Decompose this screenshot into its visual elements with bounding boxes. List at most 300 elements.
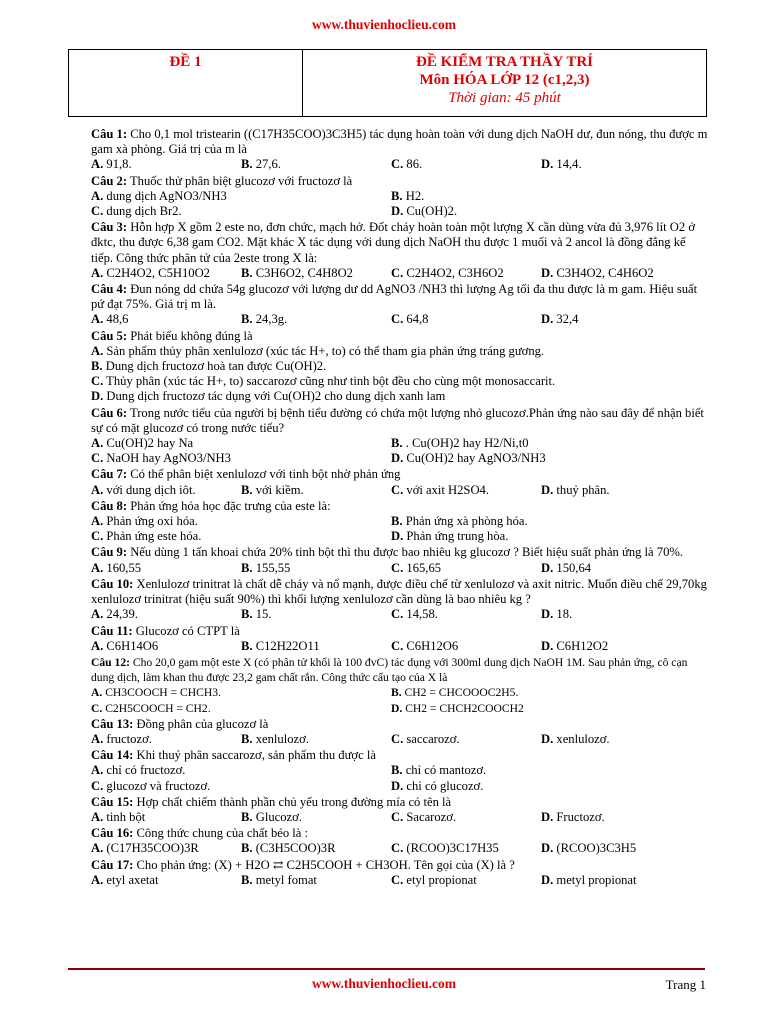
option-key: C. [391,312,404,327]
answer-option [91,685,391,700]
question-label: Câu 14: [91,748,134,763]
option-key: C. [91,204,104,219]
answer-option [91,701,391,716]
answer-option [91,344,709,359]
question-text [91,406,709,436]
question-body: Trong nước tiểu của người bị bệnh tiểu đường có chứa một lượng nhỏ glucozơ.Phản ứng nào sau đây để nhận biết sự có mặt glucozơ có trong nước tiểu? [91,405,704,435]
option-key: D. [391,778,404,793]
question-text [91,329,709,344]
question-text [91,545,709,560]
question-text [91,858,709,873]
option-key: C. [391,560,404,575]
option-key: D. [391,529,404,544]
option-key: B. [391,514,403,529]
option-text: (C3H5COO)3R [255,841,336,856]
answer-option [391,451,691,466]
answer-option [91,359,709,374]
question-body: Cho phản ứng: (X) + H2O ⇄ C2H5COOH + CH3OH. Tên gọi của (X) là ? [136,857,515,872]
option-text: CH2 = CHCH2COOCH2 [405,701,524,715]
option-text: Dung dịch fructozơ tác dụng với Cu(OH)2 cho dung dịch xanh lam [106,389,446,404]
options-row [91,732,709,747]
question-2 [91,174,709,220]
option-key: D. [391,204,404,219]
answer-option [391,266,541,281]
footer-divider [68,968,705,970]
question-5 [91,329,709,405]
question-14 [91,748,709,794]
question-label: Câu 11: [91,623,133,638]
option-text: C3H6O2, C4H8O2 [255,265,353,280]
answer-option [391,561,541,576]
options-row [91,639,709,654]
option-key: A. [91,638,104,653]
options-row [91,451,709,466]
answer-option [541,810,691,825]
option-key: C. [391,638,404,653]
option-text: etyl propionat [406,872,477,887]
answer-option [541,639,691,654]
answer-option [91,204,391,219]
answer-option [241,873,391,888]
options-row [91,873,709,888]
option-text: Cu(OH)2 hay Na [106,436,194,451]
option-text: fructozơ. [106,731,152,746]
answer-option [91,374,709,389]
option-key: C. [391,157,404,172]
options-row [91,514,709,529]
answer-option [241,266,391,281]
site-url-top[interactable]: www.thuvienhoclieu.com [311,17,456,32]
option-key: A. [91,157,104,172]
option-text: tinh bột [106,809,146,824]
option-key: B. [241,265,253,280]
option-key: C. [91,701,103,715]
option-key: D. [541,872,554,887]
question-label: Câu 7: [91,467,128,482]
option-text: Sacarozơ. [406,809,457,824]
question-15 [91,795,709,825]
options-row [91,266,709,281]
question-11 [91,624,709,654]
question-3 [91,220,709,281]
answer-option [91,389,709,404]
question-text [91,220,709,266]
options-row [91,607,709,622]
question-8 [91,499,709,545]
option-text: Phản ứng trung hòa. [406,529,509,544]
option-text: C6H12O6 [406,638,459,653]
option-key: D. [541,312,554,327]
answer-option [91,732,241,747]
answer-option [91,266,241,281]
question-text [91,127,709,157]
option-key: A. [91,686,103,700]
answer-option [391,841,541,856]
option-text: metyl fomat [255,872,317,887]
option-text: Phản ứng este hóa. [106,529,202,544]
option-key: B. [391,686,402,700]
option-key: D. [541,731,554,746]
option-text: 91,8. [106,157,132,172]
answer-option [241,639,391,654]
site-url-bottom[interactable]: www.thuvienhoclieu.com [311,976,456,991]
option-text: (RCOO)3C3H5 [556,841,637,856]
question-7 [91,467,709,497]
question-text [91,826,709,841]
question-text [91,577,709,607]
option-text: Dung dịch fructozơ hoà tan được Cu(OH)2. [105,359,327,374]
option-text: 150,64 [556,560,592,575]
option-text: 86. [406,157,423,172]
option-text: Thủy phân (xúc tác H+, to) saccarozơ cũng như tinh bột đều cho cùng một monosaccarit. [106,374,556,389]
options-row [91,841,709,856]
option-text: C3H4O2, C4H6O2 [556,265,654,280]
options-row [91,157,709,172]
answer-option [391,204,691,219]
option-text: 160,55 [106,560,142,575]
option-text: C12H22O11 [255,638,320,653]
options-row [91,763,709,778]
option-text: Glucozơ. [255,809,302,824]
question-list [91,127,709,889]
options-row [91,810,709,825]
option-text: 18. [556,607,573,622]
answer-option [391,607,541,622]
question-label: Câu 16: [91,826,134,841]
answer-option [391,436,691,451]
answer-option [91,607,241,622]
option-text: chỉ có mantozơ. [405,763,487,778]
answer-option [241,732,391,747]
question-label: Câu 17: [91,857,134,872]
option-text: thuỷ phân. [556,482,610,497]
option-key: D. [541,265,554,280]
answer-option [541,873,691,888]
option-key: C. [391,482,404,497]
answer-option [91,189,391,204]
option-text: CH2 = CHCOOOC2H5. [404,686,519,700]
option-key: C. [91,778,104,793]
answer-option [391,779,691,794]
option-key: B. [241,157,253,172]
question-16 [91,826,709,856]
answer-option [241,810,391,825]
option-text: metyl propionat [556,872,637,887]
question-label: Câu 1: [91,127,128,141]
answer-option [91,873,241,888]
option-key: D. [391,701,403,715]
question-text [91,499,709,514]
option-text: glucozơ và fructozơ. [106,778,211,793]
answer-option [391,514,691,529]
option-text: chỉ có glucozơ. [406,778,484,793]
option-key: A. [91,312,104,327]
option-text: NaOH hay AgNO3/NH3 [106,451,231,466]
question-text [91,174,709,189]
option-key: D. [541,841,554,856]
answer-option [91,451,391,466]
options-row [91,701,709,716]
question-1 [91,127,709,173]
options-row [91,189,709,204]
answer-option [91,436,391,451]
question-label: Câu 10: [91,576,134,591]
answer-option [241,607,391,622]
option-key: A. [91,809,104,824]
options-row [91,685,709,700]
answer-option [391,810,541,825]
answer-option [391,701,691,716]
option-text: chỉ có fructozơ. [106,763,186,778]
option-key: C. [91,451,104,466]
question-label: Câu 2: [91,173,128,188]
option-key: C. [391,809,404,824]
answer-option [91,763,391,778]
answer-option [391,529,691,544]
option-key: D. [541,638,554,653]
question-body: Có thể phân biệt xenlulozơ với tinh bột nhờ phản ứng [130,467,401,482]
option-key: B. [241,731,253,746]
option-text: 165,65 [406,560,442,575]
option-key: B. [391,188,403,203]
option-text: . Cu(OH)2 hay H2/Ni,t0 [405,436,529,451]
question-body: Khi thuỷ phân saccarozơ, sản phẩm thu được là [136,748,376,763]
question-body: Đồng phân của glucozơ là [136,716,269,731]
answer-option [541,561,691,576]
option-key: B. [241,312,253,327]
exam-subject: Môn HÓA LỚP 12 (c1,2,3) [419,72,590,88]
option-text: 32,4 [556,312,579,327]
answer-option [391,732,541,747]
option-text: dung dịch AgNO3/NH3 [106,188,227,203]
option-key: A. [91,265,104,280]
option-key: A. [91,560,104,575]
option-text: C2H4O2, C5H10O2 [106,265,210,280]
option-key: C. [391,265,404,280]
option-key: C. [91,374,104,389]
option-text: với axit H2SO4. [406,482,489,497]
option-key: B. [241,607,253,622]
exam-header [68,49,707,117]
option-text: Cu(OH)2 hay AgNO3/NH3 [406,451,546,466]
answer-option [391,483,541,498]
option-key: B. [91,359,103,374]
option-key: B. [241,841,253,856]
question-label: Câu 9: [91,545,128,560]
answer-option [541,732,691,747]
answer-option [391,685,691,700]
option-text: C2H4O2, C3H6O2 [406,265,504,280]
question-label: Câu 4: [91,282,128,297]
answer-option [241,561,391,576]
option-text: Phản ứng xà phòng hóa. [405,514,528,529]
question-text [91,655,709,685]
option-text: etyl axetat [106,872,159,887]
option-key: D. [541,482,554,497]
options-row [91,779,709,794]
option-text: 24,3g. [255,312,288,327]
option-text: dung dịch Br2. [106,204,182,219]
option-key: A. [91,482,104,497]
options-row [91,561,709,576]
question-label: Câu 6: [91,405,128,420]
option-key: C. [391,872,404,887]
question-text [91,282,709,312]
answer-option [241,841,391,856]
answer-option [91,810,241,825]
question-text [91,748,709,763]
question-label: Câu 12: [91,655,130,669]
question-body: Cho 20,0 gam một este X (có phân tử khối là 100 đvC) tác dụng với 300ml dung dịch NaOH 1M. Sau phản ứng, cô cạn dung dịch, làm khan thu được 23,2 gam chất rắn. Công thức cấu tạo của X là [91,655,688,685]
option-key: A. [91,514,104,529]
answer-option [241,312,391,327]
option-text: xenlulozơ. [255,731,309,746]
question-label: Câu 3: [91,220,128,235]
option-text: H2. [405,188,425,203]
option-key: D. [541,560,554,575]
question-body: Glucozơ có CTPT là [135,623,240,638]
question-body: Thuốc thử phân biệt glucozơ với fructozơ là [129,173,353,188]
option-key: D. [541,607,554,622]
option-key: B. [241,482,253,497]
question-body: Xenlulozơ trinitrat là chất dễ cháy và nổ mạnh, được điều chế từ xenlulozơ và axit nitric. Muốn điều chế 29,70kg xenlulozơ trinitrat (hiệu suất 90%) thì khối lượng xenlulozơ cần dùng là bao nhiêu kg ? [91,576,707,607]
option-text: CH3COOCH = CHCH3. [105,686,221,700]
option-key: A. [91,872,104,887]
option-text: 155,55 [255,560,291,575]
option-text: 24,39. [106,607,138,622]
answer-option [241,483,391,498]
question-body: Cho 0,1 mol tristearin ((C17H35COO)3C3H5) tác dụng hoàn toàn với dung dịch NaOH dư, đun nóng, thu được m gam xà phòng. Giá trị của m là [91,127,708,157]
question-4 [91,282,709,328]
option-text: C6H12O2 [556,638,609,653]
answer-option [391,312,541,327]
option-key: B. [241,872,253,887]
answer-option [91,841,241,856]
options-row [91,436,709,451]
option-key: B. [391,436,403,451]
question-body: Đun nóng dd chứa 54g glucozơ với lượng dư dd AgNO3 /NH3 thì lượng Ag tối đa thu được là m gam. Hiệu suất pứ đạt 75%. Giá trị m là. [91,282,698,312]
exam-title: ĐỀ KIỂM TRA THẦY TRÍ [416,54,593,70]
answer-option [91,514,391,529]
question-text [91,717,709,732]
option-text: xenlulozơ. [556,731,610,746]
option-text: với dung dịch iôt. [106,482,196,497]
header-right-cell [303,50,706,116]
options-row [91,483,709,498]
answer-option [391,157,541,172]
question-text [91,624,709,639]
answer-option [391,189,691,204]
question-13 [91,717,709,747]
option-key: B. [391,763,403,778]
option-text: Fructozơ. [556,809,605,824]
option-text: C2H5COOCH = CH2. [105,701,211,715]
answer-option [391,639,541,654]
option-text: (RCOO)3C17H35 [406,841,499,856]
exam-number: ĐỀ 1 [169,54,202,70]
options-row [91,529,709,544]
option-key: D. [91,389,104,404]
question-label: Câu 15: [91,794,134,809]
answer-option [391,873,541,888]
option-text: (C17H35COO)3R [106,841,199,856]
option-key: B. [241,809,253,824]
answer-option [91,312,241,327]
answer-option [91,779,391,794]
option-key: A. [91,763,104,778]
answer-option [541,157,691,172]
answer-option [541,841,691,856]
question-label: Câu 13: [91,716,134,731]
question-text [91,467,709,482]
answer-option [541,312,691,327]
option-key: C. [391,731,404,746]
option-key: A. [91,841,104,856]
option-text: C6H14O6 [106,638,159,653]
option-key: B. [241,638,253,653]
options-row [91,204,709,219]
option-text: Sản phẩm thủy phân xenlulozơ (xúc tác H+, to) có thể tham gia phản ứng tráng gương. [106,343,545,358]
option-key: B. [241,560,253,575]
answer-option [541,483,691,498]
option-text: 14,58. [406,607,438,622]
question-label: Câu 8: [91,498,128,513]
option-text: 27,6. [255,157,281,172]
question-6 [91,406,709,467]
options-row [91,312,709,327]
option-text: 14,4. [556,157,582,172]
exam-time: Thời gian: 45 phút [448,90,561,106]
option-key: D. [541,157,554,172]
question-10 [91,577,709,623]
option-text: 15. [255,607,272,622]
answer-option [391,763,691,778]
question-9 [91,545,709,575]
answer-option [91,639,241,654]
question-body: Phát biểu không đúng là [130,328,253,343]
question-label: Câu 5: [91,328,128,343]
question-body: Hỗn hợp X gồm 2 este no, đơn chức, mạch hở. Đốt cháy hoàn toàn một lượng X cần dùng vừa đủ 3,976 lít O2 ở đktc, thu được 6,38 gam CO2. Mặt khác X tác dụng với dung dịch NaOH thu được 1 muối và 2 ancol là đồng đẳng kế tiếp. Công thức phân tử của 2este trong X là: [91,220,695,265]
answer-option [541,607,691,622]
answer-option [91,157,241,172]
option-key: C. [391,607,404,622]
option-key: A. [91,343,104,358]
option-key: A. [91,188,104,203]
option-text: với kiềm. [255,482,304,497]
question-body: Phản ứng hóa học đặc trưng của este là: [130,498,331,513]
answer-option [91,529,391,544]
question-17 [91,858,709,888]
option-key: D. [391,451,404,466]
answer-option [91,483,241,498]
question-body: Nếu dùng 1 tấn khoai chứa 20% tinh bột thì thu được bao nhiêu kg glucozơ ? Biết hiệu suất phản ứng là 70%. [130,545,684,560]
header-left-cell [69,50,303,116]
option-text: 64,8 [406,312,429,327]
option-key: C. [391,841,404,856]
option-text: saccarozơ. [406,731,460,746]
answer-option [91,561,241,576]
answer-option [241,157,391,172]
option-text: Phản ứng oxi hóa. [106,514,198,529]
option-key: C. [91,529,104,544]
option-text: Cu(OH)2. [406,204,458,219]
option-key: A. [91,607,104,622]
option-key: A. [91,436,104,451]
option-key: A. [91,731,104,746]
question-body: Công thức chung của chất béo là : [136,826,309,841]
question-12 [91,655,709,716]
question-body: Hợp chất chiếm thành phần chủ yếu trong đường mía có tên là [136,794,452,809]
